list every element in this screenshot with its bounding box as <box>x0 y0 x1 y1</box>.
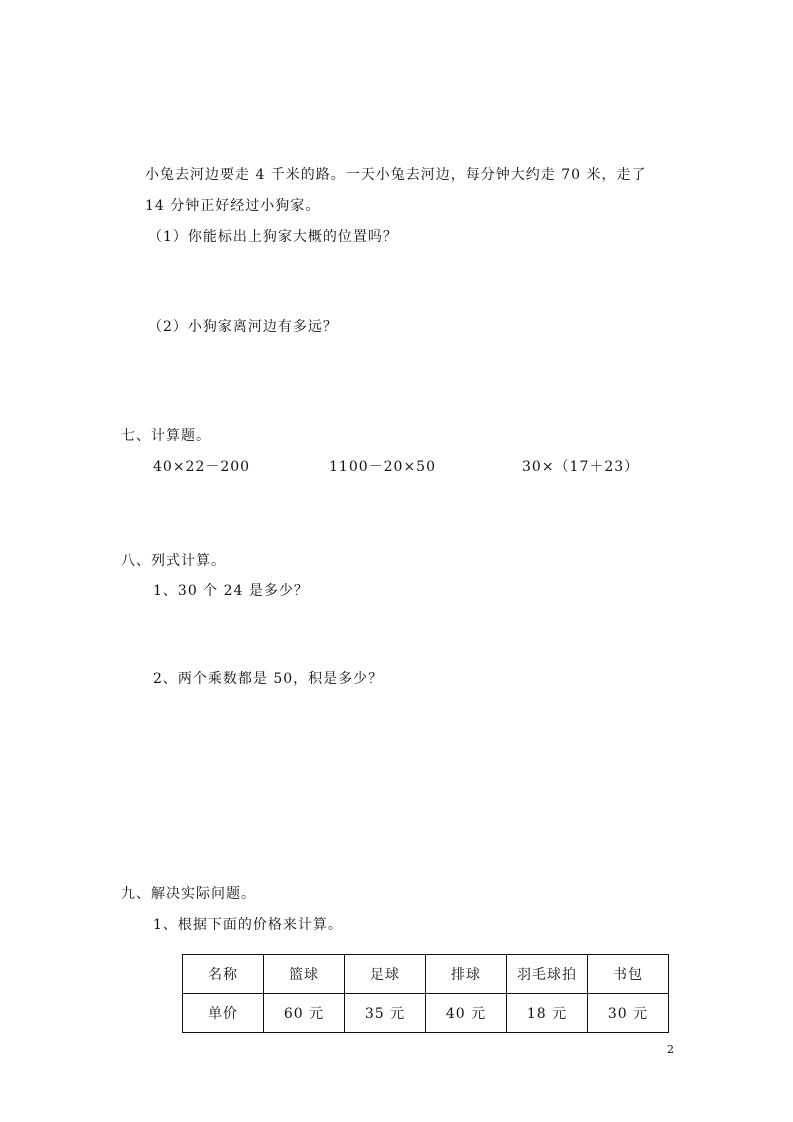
table-header-cell: 羽毛球拍 <box>507 955 588 994</box>
list-calc-question-1: 1、30 个 24 是多少？ <box>153 583 309 599</box>
question-2: （2）小狗家离河边有多远？ <box>148 319 338 335</box>
section-7-title: 七、计算题。 <box>121 428 211 444</box>
question-1: （1）你能标出上狗家大概的位置吗？ <box>148 229 398 245</box>
price-table <box>182 954 669 1033</box>
table-row <box>183 994 669 1033</box>
practical-question-1: 1、根据下面的价格来计算。 <box>153 917 343 933</box>
problem-text-line-1: 小兔去河边要走 4 千米的路。一天小兔去河边，每分钟大约走 70 米，走了 <box>145 167 647 183</box>
problem-text-line-2: 14 分钟正好经过小狗家。 <box>145 198 321 214</box>
table-cell: 18 元 <box>507 994 588 1033</box>
table-cell: 60 元 <box>264 994 345 1033</box>
calc-expression-3: 30×（17＋23） <box>522 459 640 475</box>
table-header-cell: 排球 <box>426 955 507 994</box>
table-row <box>183 955 669 994</box>
page-number: 2 <box>667 1043 674 1056</box>
table-cell: 40 元 <box>426 994 507 1033</box>
table-cell: 35 元 <box>345 994 426 1033</box>
table-header-cell: 足球 <box>345 955 426 994</box>
table-header-cell: 篮球 <box>264 955 345 994</box>
table-header-cell: 名称 <box>183 955 264 994</box>
section-9-title: 九、解决实际问题。 <box>121 886 256 902</box>
table-cell: 30 元 <box>588 994 669 1033</box>
table-header-cell: 书包 <box>588 955 669 994</box>
section-8-title: 八、列式计算。 <box>121 553 226 569</box>
list-calc-question-2: 2、两个乘数都是 50，积是多少？ <box>153 671 384 687</box>
calc-expression-1: 40×22－200 <box>153 459 251 475</box>
calc-expression-2: 1100－20×50 <box>329 459 436 475</box>
table-cell: 单价 <box>183 994 264 1033</box>
